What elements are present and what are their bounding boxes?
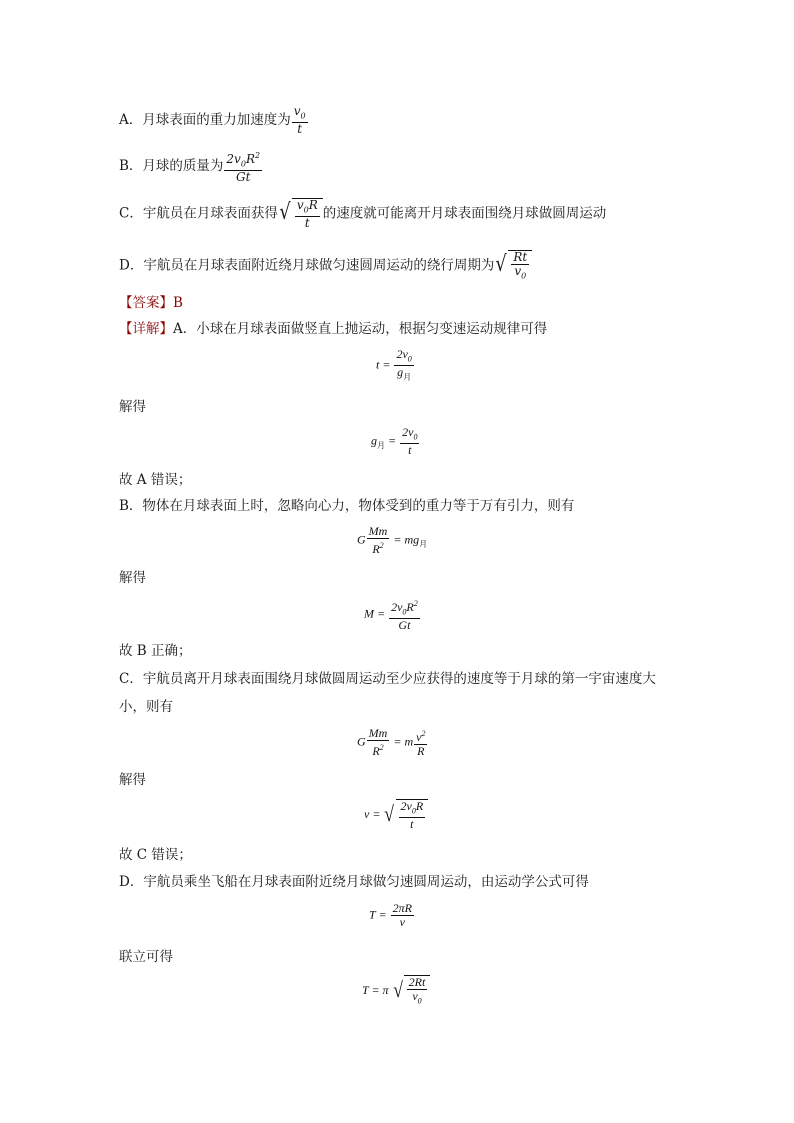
option-b-text: B．月球的质量为 [119,158,224,175]
equation-velocity: v = √ $\frac{2v_0R}{t}$ [364,799,428,831]
jie-3: 解得 [119,772,146,788]
option-d [119,250,532,282]
answer-label: 【答案】 [119,295,173,311]
option-d-text: D．宇航员在月球表面附近绕月球做匀速圆周运动的绕行周期为 [119,257,495,274]
option-a-formula: $\frac{v_0}{t}$ [293,104,306,137]
answer-value: B [173,295,183,311]
jie-2: 解得 [119,570,146,586]
option-d-formula: √ $\frac{Rt}{v_0}$ [494,250,532,282]
detail-label: 【详解】 [119,321,173,337]
equation-period: T = $\frac{2\pi R}{v}$ [369,901,412,929]
equation-t: t = $\frac{2v_0}{g_月}$ [376,347,412,382]
detail-d1: D．宇航员乘坐飞船在月球表面附近绕月球做匀速圆周运动，由运动学公式可得 [119,874,589,890]
detail-a1 [119,320,547,338]
equation-gravity-c: G $\frac{Mm}{R^2}$ = m $\frac{v^2}{R}$ [357,726,426,758]
equation-period-final: T = π √ $\frac{2Rt}{v_0}$ [362,975,430,1007]
lianli: 联立可得 [119,949,173,965]
option-b [119,149,263,184]
option-a [119,105,309,136]
b-conclusion: 故 B 正确； [119,643,192,659]
equation-gravity-b: G $\frac{Mm}{R^2}$ = $mg_月$ [357,524,428,556]
detail-c1: C．宇航员离开月球表面围绕月球做圆周运动至少应获得的速度等于月球的第一宇宙速度大 [119,671,656,687]
c-conclusion: 故 C 错误； [119,847,192,863]
option-a-text: A．月球表面的重力加速度为 [119,112,291,129]
option-c-text-before: C．宇航员在月球表面获得 [119,205,278,222]
answer-line [119,294,183,312]
equation-mass: M = $\frac{2v_0R^2}{Gt}$ [364,599,418,633]
detail-c2: 小，则有 [119,699,173,715]
option-b-formula: $\frac{2v_0R^2}{Gt}$ [226,151,261,185]
option-c [119,198,606,230]
a-conclusion: 故 A 错误； [119,472,192,488]
detail-a1-text: A．小球在月球表面做竖直上抛运动，根据匀变速运动规律可得 [173,321,548,337]
option-c-text-after: 的速度就可能离开月球表面围绕月球做圆周运动 [322,205,607,222]
option-c-formula: √ $\frac{v_0R}{t}$ [278,198,323,230]
equation-g: $g_月$ = $\frac{2v_0}{t}$ [371,425,418,458]
detail-b1: B．物体在月球表面上时，忽略向心力，物体受到的重力等于万有引力，则有 [119,498,575,514]
jie-1: 解得 [119,399,146,415]
